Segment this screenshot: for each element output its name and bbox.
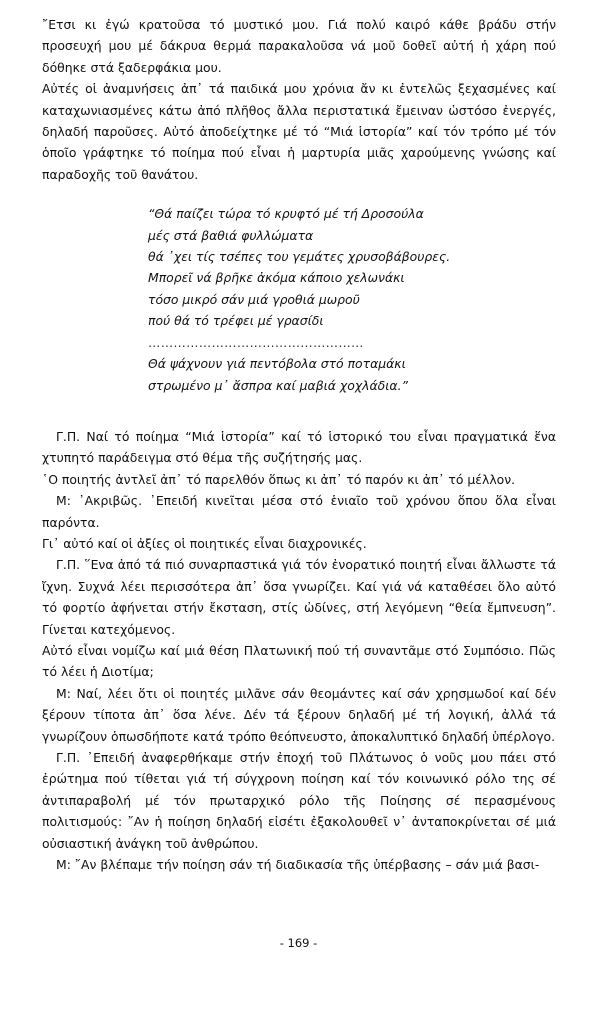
dialogue-paragraph: Μ: ῎Αν βλέπαμε τήν ποίηση σάν τή διαδικασία τῆς ὑπέρβασης – σάν μιά βασι- xyxy=(56,857,540,873)
paragraph-opening: ῎Ετσι κι ἐγώ κρατοῦσα τό μυστικό μου. Γιά πολύ καιρό κάθε βράδυ στήν προσευχή μου μέ δάκρυα θερμά παρακαλοῦσα νά μοῦ δοθεῖ αὐτή ἡ χάρη πού δόθηκε στά ξαδερφάκια μου. xyxy=(42,17,556,75)
poem-line: πού θά τό τρέφει μέ γρασίδι xyxy=(148,313,324,329)
poem-line: “Θά παίζει τώρα τό κρυφτό μέ τή Δροσούλα xyxy=(148,206,424,222)
page-number: - 169 - xyxy=(279,936,318,950)
poem-ellipsis: …………………………………………… xyxy=(148,334,364,350)
paragraph-memories: Αὐτές οἱ ἀναμνήσεις ἀπ᾽ τά παιδικά μου χρόνια ἄν κι ἐντελῶς ξεχασμένες καί καταχωνιασμένες κάτω ἀπό πλῆθος ἄλλα περιστατικά ἔμειναν ὡστόσο ἐνεργές, δηλαδή παροῦσες. Αὐτό ἀποδείχτηκε μέ τό “Μιά ἱστορία” καί τόν τρόπο μέ τόν ὁποῖο γράφτηκε τό ποίημα πού εἶναι ἡ μαρτυρία μιᾶς χαρούμενης γνώσης καί παραδοχῆς τοῦ θανάτου. xyxy=(42,81,556,182)
dialogue-paragraph: Αὐτό εἶναι νομίζω καί μιά θέση Πλατωνική πού τή συναντᾶμε στό Συμπόσιο. Πῶς τό λέει ἡ Διοτίμα; xyxy=(42,642,556,680)
dialogue-paragraph: Γι᾽ αὐτό καί οἱ ἀξίες οἱ ποιητικές εἶναι διαχρονικές. xyxy=(42,535,367,551)
poem-line: Μπορεῖ νά βρῆκε ἀκόμα κάποιο χελωνάκι xyxy=(148,270,405,286)
poem-line: στρωμένο μ᾽ ἄσπρα καί μαβιά χοχλάδια.” xyxy=(148,377,408,393)
section-gap xyxy=(42,414,556,426)
poem-line: θά ᾽χει τίς τσέπες του γεμάτες χρυσοβάβουρες. xyxy=(148,249,451,265)
dialogue-paragraph: Γ.Π. ᾽Επειδή ἀναφερθήκαμε στήν ἐποχή τοῦ Πλάτωνος ὁ νοῦς μου πάει στό ἐρώτημα πού τίθεται γιά τή σύγχρονη ποίηση καί τόν κοινωνικό ρόλο της σέ ἀντιπαραβολή μέ τόν πρωταρχικό ρόλο τῆς Ποίησης σέ περασμένους πολιτισμούς: ῎Αν ἡ ποίηση δηλαδή εἰσέτι ἐξακολουθεῖ ν᾽ ἀνταποκρίνεται σέ μιά οὐσιαστική ἀνάγκη τοῦ ἀνθρώπου. xyxy=(42,750,556,851)
poem-line: μές στά βαθιά φυλλώματα xyxy=(148,227,314,243)
dialogue-paragraph: Μ: ᾽Ακριβῶς. ᾽Επειδή κινεῖται μέσα στό ἑνιαῖο τοῦ χρόνου ὅπου ὅλα εἶναι παρόντα. xyxy=(42,493,556,530)
poem-quote xyxy=(148,203,556,396)
poem-line: Θά ψάχνουν γιά πεντόβολα στό ποταμάκι xyxy=(148,356,406,372)
dialogue-paragraph: ῾Ο ποιητής ἀντλεῖ ἀπ᾽ τό παρελθόν ὅπως κι ἀπ᾽ τό παρόν κι ἀπ᾽ τό μέλλον. xyxy=(42,471,516,487)
dialogue-paragraph: Γ.Π. Ναί τό ποίημα “Μιά ἱστορία” καί τό ἱστορικό του εἶναι πραγματικά ἕνα χτυπητό παράδειγμα στό θέμα τῆς συζήτησής μας. xyxy=(42,428,556,466)
dialogue-paragraph: Γ.Π. ῞Ενα ἀπό τά πιό συναρπαστικά γιά τόν ἐνορατικό ποιητή εἶναι ἄλλωστε τά ἴχνη. Συχνά λέει περισσότερα ἀπ᾽ ὅσα γνωρίζει. Καί γιά νά καταθέσει ὅλο αὐτό τό φορτίο ἀφήνεται στήν ἔκσταση, στίς ὠδίνες, στή λεγόμενη “θεία ἔμπνευση”. Γίνεται κατεχόμενος. xyxy=(42,557,556,637)
page-body xyxy=(42,14,556,875)
dialogue-paragraph: Μ: Ναί, λέει ὅτι οἱ ποιητές μιλᾶνε σάν θεομάντες καί σάν χρησμωδοί καί δέν ξέρουν τίποτα ἀπ᾽ ὅσα λένε. Δέν τά ξέρουν δηλαδή μέ τή λογική, ἀλλά τά γνωρίζουν ὁπωσδήποτε κατά τρόπο θεόπνευστο, ἀποκαλυπτικό δηλαδή ὑπέρλογο. xyxy=(42,685,556,744)
poem-line: τόσο μικρό σάν μιά γροθιά μωροῦ xyxy=(148,291,360,307)
